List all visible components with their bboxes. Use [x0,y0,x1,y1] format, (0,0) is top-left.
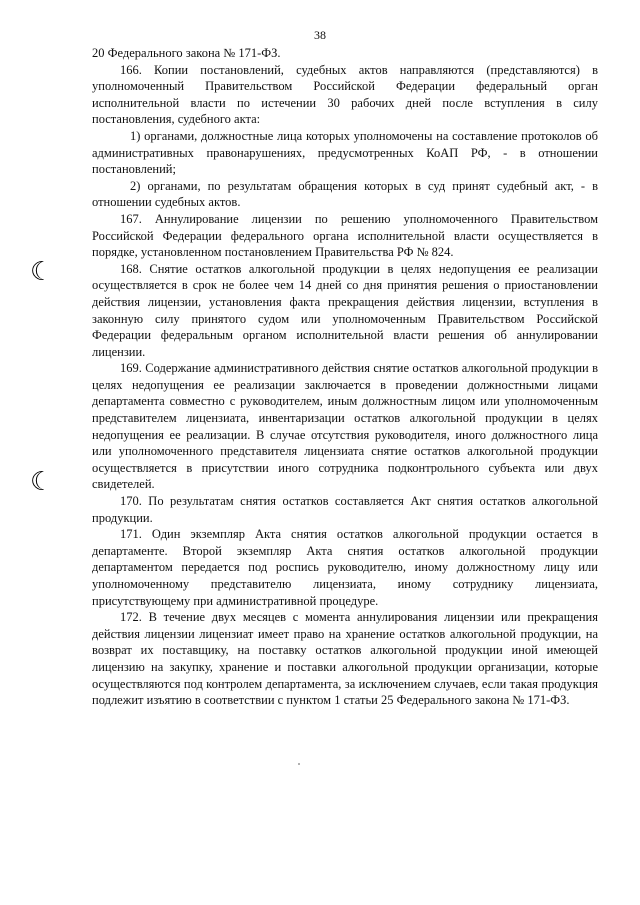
paragraph-167: 167. Аннулирование лицензии по решению уполномоченного Правительством Российской Федерации федерального органа исполнительной власти осуществляется в порядке, установленном постановлением Правительства РФ № 824. [92,211,598,260]
paragraph-170: 170. По результатам снятия остатков составляется Акт снятия остатков алкогольной продукции. [92,494,598,525]
crescent-mark-icon: ☾ [30,257,54,287]
page-number: 38 [314,28,326,42]
list-item-166-1: 1) органами, должностные лица которых уполномочены на составление протоколов об административных правонарушениях, предусмотренных КоАП РФ, - в отношении постановлений; [92,128,598,177]
crescent-mark-icon: ☾ [30,467,54,497]
paragraph-171: 171. Один экземпляр Акта снятия остатков алкогольной продукции остается в департаменте. Второй экземпляр Акта снятия остатков алкогольной продукции департаментом передается под роспись руководителю, иному должностному лицу или уполномоченному представителю лицензиата, иному сотруднику лицензиата, присутствующему при административной процедуре. [92,527,598,608]
document-body [92,45,598,709]
list-item-166-2: 2) органами, по результатам обращения которых в суд принят судебный акт, - в отношении судебных актов. [92,178,598,210]
paragraph-168: 168. Снятие остатков алкогольной продукции в целях недопущения ее реализации осуществляется в срок не более чем 14 дней со дня принятия решения о приостановлении действия лицензии, установления факта прекращения действия лицензии, вступления в законную силу принятого судом или уполномоченным Правительством Российской Федерации федеральным органом исполнительной власти решения об аннулировании лицензии. [92,261,598,359]
paragraph-166: 166. Копии постановлений, судебных актов направляются (представляются) в уполномоченный Правительством Российской Федерации федеральный орган исполнительной власти по истечении 30 рабочих дней после вступления в силу постановления, судебного акта: [92,62,598,127]
paragraph-172: 172. В течение двух месяцев с момента аннулирования лицензии или прекращения действия лицензии лицензиат имеет право на хранение остатков алкогольной продукции, на возврат их поставщику, на поставку остатков алкогольной продукции иной имеющей лицензию на закупку, хранение и поставки алкогольной продукции организации, которые осуществляются под контролем департамента, за исключением случаев, если такая продукция подлежит изъятию в соответствии с пунктом 1 статьи 25 Федерального закона № 171-ФЗ. [92,610,598,708]
scan-artifact-dot [298,763,300,765]
paragraph-continuation: 20 Федерального закона № 171-ФЗ. [92,46,281,60]
paragraph-169: 169. Содержание административного действия снятие остатков алкогольной продукции в целях недопущения ее реализации заключается в проведении должностными лицами департамента совместно с руководителем, иным должностным лицом или уполномоченным представителем лицензиата, инвентаризации остатков алкогольной продукции в целях недопущения ее реализации. В случае отсутствия руководителя, иного должностного лица или уполномоченного представителя лицензиата снятие остатков алкогольной продукции осуществляется в присутствии иного сотрудника подконтрольного субъекта или двух свидетелей. [92,361,598,492]
